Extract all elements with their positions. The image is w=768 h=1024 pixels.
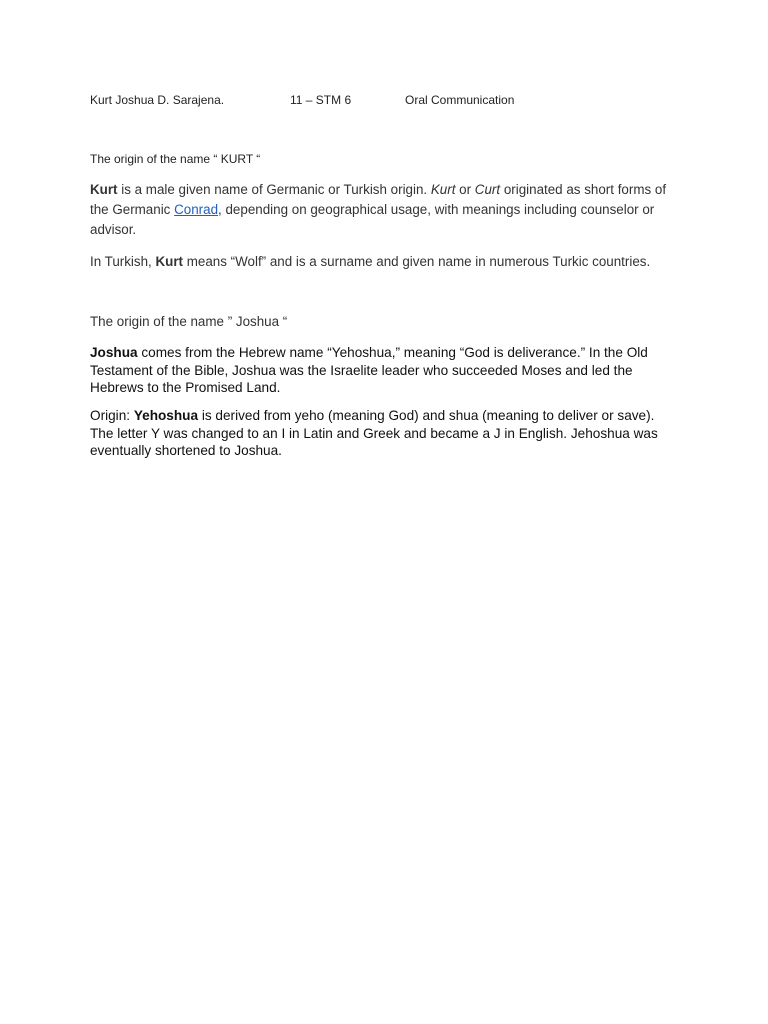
kurt-heading: The origin of the name “ KURT “ — [90, 152, 261, 166]
text-segment: is derived from yeho (meaning God) and shua (meaning to deliver or save). The letter Y was changed to an I in Latin and Greek and became a J in English. Jehoshua was eventually shortened to Joshua. — [90, 408, 658, 459]
joshua-paragraph-2 — [90, 407, 680, 460]
class-section: 11 – STM 6 — [290, 93, 352, 107]
italic-name: Kurt — [430, 182, 456, 197]
text-segment: comes from the Hebrew name “Yehoshua,” meaning “God is deliverance.” In the Old Testament of the Bible, Joshua was the Israelite leader who succeeded Moses and led the Hebrews to the Promised Land. — [90, 345, 648, 396]
text-segment: means “Wolf” and is a surname and given name in numerous Turkic countries. — [183, 254, 651, 269]
text-segment: , depending on geographical usage, with meanings including counselor or advisor. — [90, 202, 655, 237]
conrad-link[interactable]: Conrad — [174, 202, 219, 217]
text-segment: originated as short forms of the Germanic — [90, 182, 667, 217]
document-header — [90, 93, 690, 113]
bold-name: Kurt — [155, 254, 184, 269]
joshua-heading: The origin of the name ” Joshua “ — [90, 314, 288, 329]
text-segment: or — [455, 182, 475, 197]
student-name: Kurt Joshua D. Sarajena. — [90, 93, 225, 107]
joshua-paragraph-1 — [90, 344, 680, 397]
italic-name: Curt — [474, 182, 501, 197]
text-segment: Origin: — [90, 408, 134, 423]
bold-name: Yehoshua — [133, 408, 199, 423]
bold-name: Kurt — [90, 182, 118, 197]
kurt-paragraph-1 — [90, 180, 680, 240]
kurt-paragraph-2 — [90, 252, 680, 272]
text-segment: is a male given name of Germanic or Turkish origin. — [117, 182, 431, 197]
subject-name: Oral Communication — [405, 93, 515, 107]
text-segment: In Turkish, — [90, 254, 156, 269]
bold-name: Joshua — [90, 345, 138, 360]
